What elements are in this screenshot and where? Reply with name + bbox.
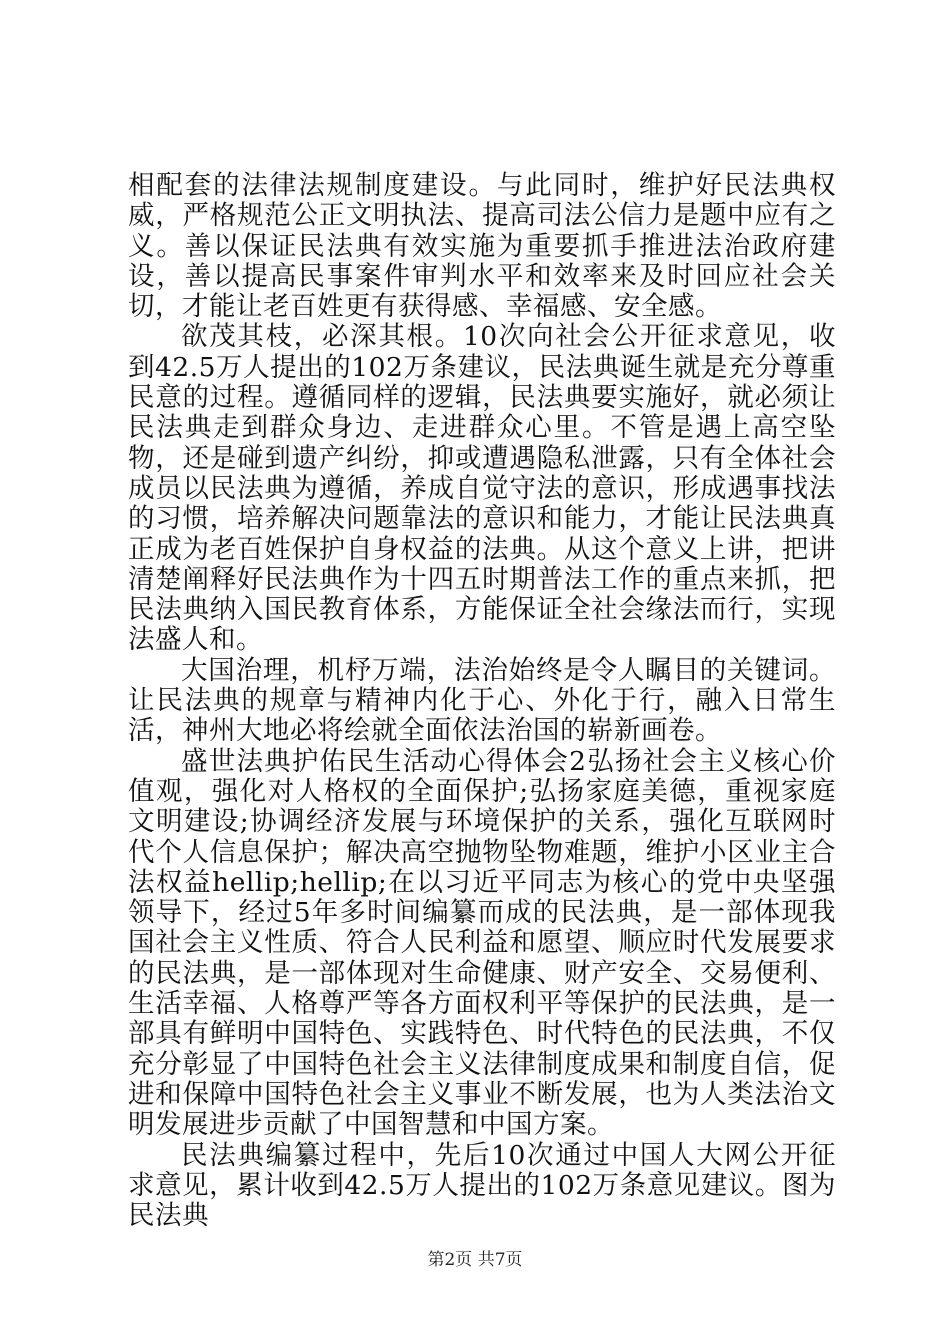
document-body [128, 171, 836, 1231]
paragraph-4: 盛世法典护佑民生活动心得体会2弘扬社会主义核心价值观，强化对人格权的全面保护;弘扬家庭美德，重视家庭文明建设;协调经济发展与环境保护的关系，强化互联网时代个人信息保护；解决高空抛物坠物难题，维护小区业主合法权益hellip;hellip;在以习近平同志为核心的党中央坚强领导下，经过5年多时间编纂而成的民法典，是一部体现我国社会主义性质、符合人民利益和愿望、顺应时代发展要求的民法典，是一部体现对生命健康、财产安全、交易便利、生活幸福、人格尊严等各方面权利平等保护的民法典，是一部具有鲜明中国特色、实践特色、时代特色的民法典，不仅充分彰显了中国特色社会主义法律制度成果和制度自信，促进和保障中国特色社会主义事业不断发展，也为人类法治文明发展进步贡献了中国智慧和中国方案。 [128, 745, 836, 1141]
paragraph-1: 相配套的法律法规制度建设。与此同时，维护好民法典权威，严格规范公正文明执法、提高司法公信力是题中应有之义。善以保证民法典有效实施为重要抓手推进法治政府建设，善以提高民事案件审判水平和效率来及时回应社会关切，才能让老百姓更有获得感、幸福感、安全感。 [128, 170, 836, 323]
page-number-footer: 第2页 共7页 [427, 1250, 523, 1270]
paragraph-3: 大国治理，机杼万端，法治始终是令人瞩目的关键词。让民法典的规章与精神内化于心、外化于行，融入日常生活，神州大地必将绘就全面依法治国的崭新画卷。 [128, 654, 836, 747]
paragraph-2: 欲茂其枝，必深其根。10次向社会公开征求意见，收到42.5万人提出的102万条建议，民法典诞生就是充分尊重民意的过程。遵循同样的逻辑，民法典要实施好，就必须让民法典走到群众身边、走进群众心里。不管是遇上高空坠物，还是碰到遗产纠纷，抑或遭遇隐私泄露，只有全体社会成员以民法典为遵循，养成自觉守法的意识，形成遇事找法的习惯，培养解决问题靠法的意识和能力，才能让民法典真正成为老百姓保护自身权益的法典。从这个意义上讲，把讲清楚阐释好民法典作为十四五时期普法工作的重点来抓，把民法典纳入国民教育体系，方能保证全社会缘法而行，实现法盛人和。 [128, 321, 836, 656]
paragraph-5: 民法典编纂过程中，先后10次通过中国人大网公开征求意见，累计收到42.5万人提出的102万条意见建议。图为民法典 [128, 1139, 836, 1232]
